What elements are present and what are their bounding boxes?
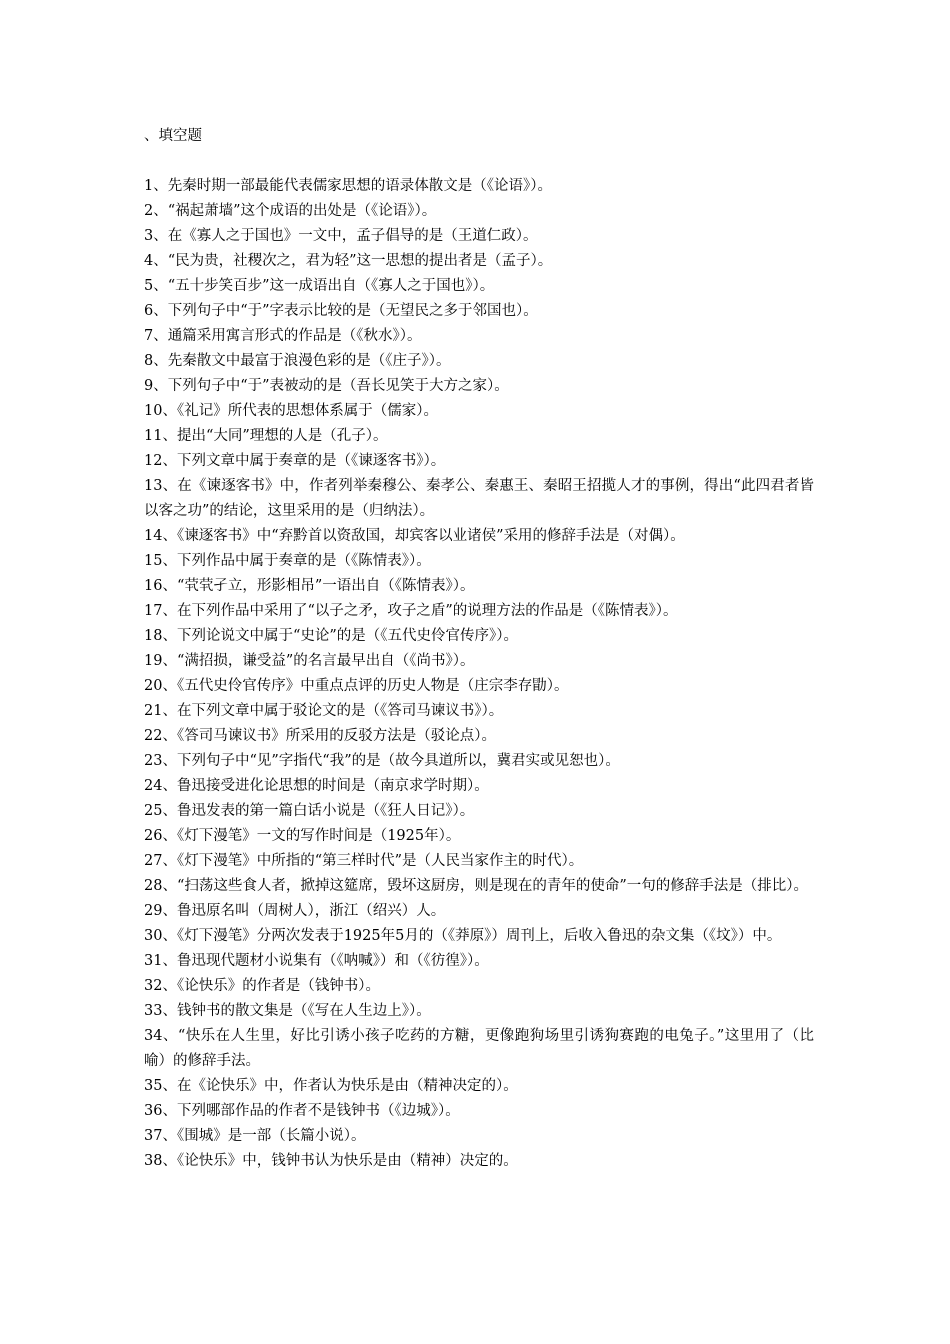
question-item: 14、《谏逐客书》中“弃黔首以资敌国，却宾客以业诸侯”采用的修辞手法是（对偶）。 — [144, 528, 685, 544]
question-item: 26、《灯下漫笔》一文的写作时间是（1925年）。 — [144, 828, 461, 844]
question-item: 3、在《寡人之于国也》一文中，孟子倡导的是（王道仁政）。 — [144, 228, 538, 244]
question-item: 23、下列句子中“见”字指代“我”的是（故今具道所以，冀君实或见恕也）。 — [144, 753, 620, 769]
question-item: 33、钱钟书的散文集是（《写在人生边上》）。 — [144, 1003, 431, 1019]
question-item: 11、提出“大同”理想的人是（孔子）。 — [144, 428, 388, 444]
question-item: 28、“扫荡这些食人者，掀掉这筵席，毁坏这厨房，则是现在的青年的使命”一句的修辞手法是（排比）。 — [144, 878, 809, 894]
question-list — [144, 174, 814, 1174]
question-item: 4、“民为贵，社稷次之，君为轻”这一思想的提出者是（孟子）。 — [144, 253, 553, 269]
question-item: 2、“祸起萧墙”这个成语的出处是（《论语》）。 — [144, 203, 437, 219]
question-item: 7、通篇采用寓言形式的作品是（《秋水》）。 — [144, 328, 422, 344]
question-item: 20、《五代史伶官传序》中重点点评的历史人物是（庄宗李存勖）。 — [144, 678, 569, 694]
question-item: 1、先秦时期一部最能代表儒家思想的语录体散文是（《论语》）。 — [144, 178, 552, 194]
question-item: 19、“满招损，谦受益”的名言最早出自（《尚书》）。 — [144, 653, 475, 669]
question-item: 17、在下列作品中采用了“以子之矛，攻子之盾”的说理方法的作品是（《陈情表》）。 — [144, 603, 678, 619]
question-item: 38、《论快乐》中，钱钟书认为快乐是由（精神）决定的。 — [144, 1153, 518, 1169]
question-item: 6、下列句子中“于”字表示比较的是（无望民之多于邻国也）。 — [144, 303, 538, 319]
question-item: 8、先秦散文中最富于浪漫色彩的是（《庄子》）。 — [144, 353, 451, 369]
question-item: 22、《答司马谏议书》所采用的反驳方法是（驳论点）。 — [144, 728, 496, 744]
question-item: 10、《礼记》所代表的思想体系属于（儒家）。 — [144, 403, 438, 419]
question-item: 9、下列句子中“于”表被动的是（吾长见笑于大方之家）。 — [144, 378, 509, 394]
question-item: 37、《围城》是一部（长篇小说）。 — [144, 1128, 366, 1144]
question-item: 35、在《论快乐》中，作者认为快乐是由（精神决定的）。 — [144, 1078, 518, 1094]
question-item: 24、鲁迅接受进化论思想的时间是（南京求学时期）。 — [144, 778, 489, 794]
question-item: 34、“快乐在人生里，好比引诱小孩子吃药的方糖，更像跑狗场里引诱狗赛跑的电兔子。”这里用了（比喻）的修辞手法。 — [144, 1028, 814, 1069]
question-item: 21、在下列文章中属于驳论文的是（《答司马谏议书》）。 — [144, 703, 504, 719]
question-item: 15、下列作品中属于奏章的是（《陈情表》）。 — [144, 553, 431, 569]
document-page — [144, 124, 814, 1174]
question-item: 16、“茕茕孑立，形影相吊”一语出自（《陈情表》）。 — [144, 578, 475, 594]
question-item: 12、下列文章中属于奏章的是（《谏逐客书》）。 — [144, 453, 446, 469]
question-item: 13、在《谏逐客书》中，作者列举秦穆公、秦孝公、秦惠王、秦昭王招揽人才的事例，得出“此四君者皆以客之功”的结论，这里采用的是（归纳法）。 — [144, 478, 814, 519]
question-item: 27、《灯下漫笔》中所指的“第三样时代”是（人民当家作主的时代）。 — [144, 853, 584, 869]
question-item: 5、“五十步笑百步”这一成语出自（《寡人之于国也》）。 — [144, 278, 495, 294]
question-item: 25、鲁迅发表的第一篇白话小说是（《狂人日记》）。 — [144, 803, 475, 819]
section-title: 、填空题 — [144, 128, 202, 144]
question-item: 30、《灯下漫笔》分两次发表于1925年5月的（《莽原》）周刊上，后收入鲁迅的杂文集（《坟》）中。 — [144, 928, 782, 944]
question-item: 31、鲁迅现代题材小说集有（《呐喊》）和（《彷徨》）。 — [144, 953, 489, 969]
question-item: 32、《论快乐》的作者是（钱钟书）。 — [144, 978, 380, 994]
question-item: 29、鲁迅原名叫（周树人），浙江（绍兴）人。 — [144, 903, 446, 919]
question-item: 18、下列论说文中属于“史论”的是（《五代史伶官传序》）。 — [144, 628, 519, 644]
question-item: 36、下列哪部作品的作者不是钱钟书（《边城》）。 — [144, 1103, 460, 1119]
